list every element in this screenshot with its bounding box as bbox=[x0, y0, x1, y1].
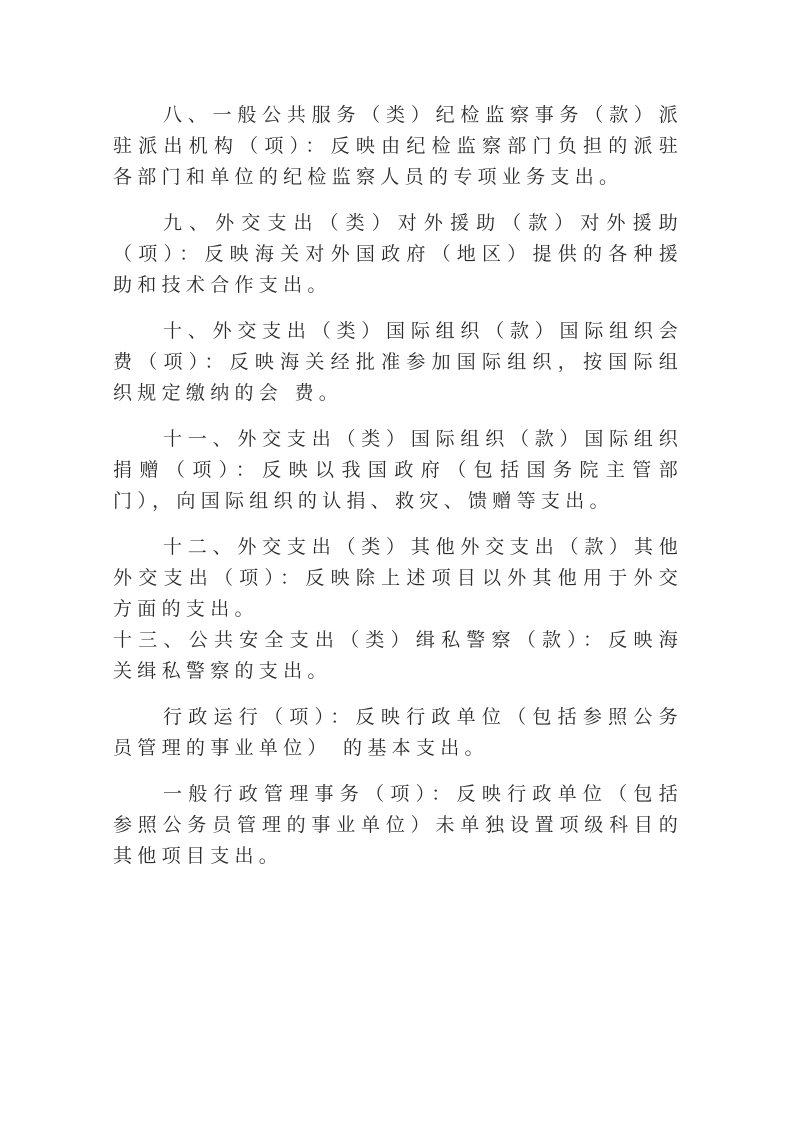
paragraph-admin-operation: 行政运行（项）：反映行政单位（包括参照公务员管理的事业单位） 的基本支出。 bbox=[113, 706, 683, 759]
paragraph-item-10: 十、外交支出（类）国际组织（款）国际组织会费（项）：反映海关经批准参加国际组织，按国际组织规定缴纳的会 费。 bbox=[113, 320, 683, 404]
paragraph-item-13: 十三、公共安全支出（类）缉私警察（款）：反映海关缉私警察的支出。 bbox=[113, 629, 683, 682]
paragraph-item-9: 九、外交支出（类）对外援助（款）对外援助（项）：反映海关对外国政府（地区）提供的各种援助和技术合作支出。 bbox=[113, 212, 683, 296]
paragraph-item-8: 八、一般公共服务（类）纪检监察事务（款）派驻派出机构（项）：反映由纪检监察部门负担的派驻各部门和单位的纪检监察人员的专项业务支出。 bbox=[113, 104, 683, 188]
paragraph-general-admin-affairs: 一般行政管理事务（项）：反映行政单位（包括参照公务员管理的事业单位）未单独设置项级科目的其他项目支出。 bbox=[113, 783, 683, 867]
paragraph-item-11: 十一、外交支出（类）国际组织（款）国际组织捐赠（项）：反映以我国政府（包括国务院主管部门），向国际组织的认捐、救灾、馈赠等支出。 bbox=[113, 428, 683, 512]
paragraph-item-12: 十二、外交支出（类）其他外交支出（款）其他外交支出（项）：反映除上述项目以外其他用于外交方面的支出。 bbox=[113, 536, 683, 620]
document-page bbox=[113, 100, 683, 872]
